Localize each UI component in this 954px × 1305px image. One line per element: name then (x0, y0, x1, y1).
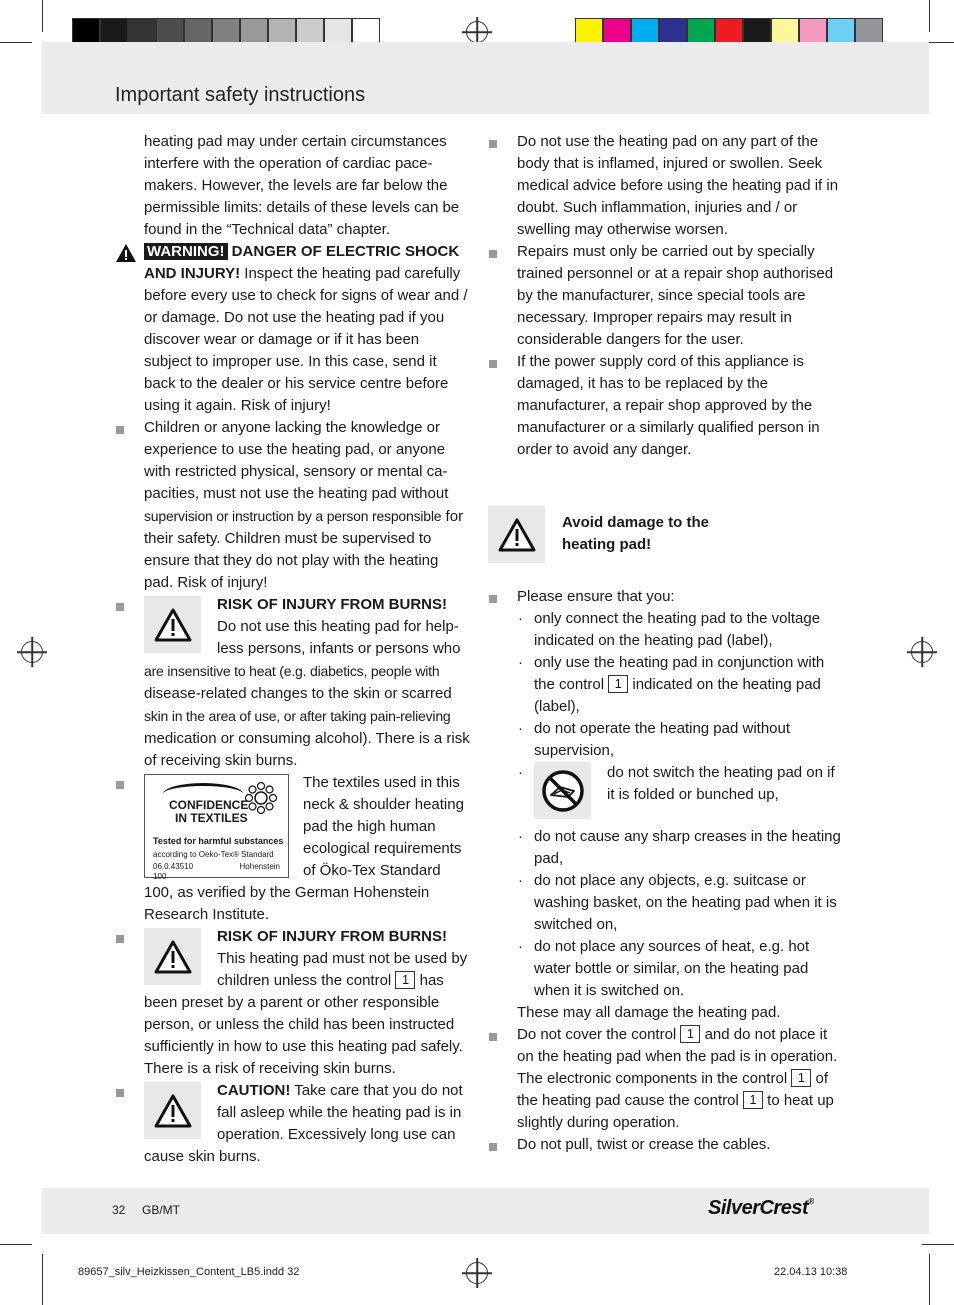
language-code: GB/MT (142, 1203, 180, 1217)
control-reference: 1 (680, 1025, 700, 1043)
page-title: Important safety instructions (115, 84, 366, 106)
caution-text: Take care that you do not fall asleep while the heating pad is in operation. Excessively long use can cause skin burns. (144, 1082, 463, 1165)
damage-note: These may all damage the heating pad. (517, 1004, 781, 1021)
registration-mark-right (911, 641, 933, 663)
children-bullet (115, 417, 470, 594)
warning-triangle-icon (153, 1093, 193, 1129)
oeko-tex-text: The textiles used in this neck & shoulder heating pad the high human ecological requirements of Öko-Tex Standard 100, as verified by the German Hohenstein Research Institute. (144, 774, 464, 923)
label-institute: Hohenstein (239, 862, 280, 871)
crop-mark (42, 0, 43, 32)
label-subtitle: Tested for harmful substances (153, 836, 284, 846)
control-reference: 1 (395, 971, 415, 989)
warning-body: Inspect the heating pad carefully before every use to check for signs of wear and / or damage. Do not use the heating pad if you discover wear or damage or if it has been subject to improper use. In this case, send it back to the dealer or his service centre before using it again. Risk of injury! (144, 265, 468, 414)
warning-triangle-icon (115, 243, 137, 263)
oeko-tex-bullet (115, 772, 470, 926)
burns-text: disease-related changes to the skin or scarred (144, 685, 452, 702)
label-number: 06.0.43510 (153, 862, 194, 871)
no-folding-icon (540, 768, 586, 814)
crop-mark (929, 1254, 930, 1305)
burns-warning-2 (115, 926, 470, 1080)
ensure-item-supervision: · do not operate the heating pad without supervision, (488, 718, 843, 762)
children-text-end: for their safety. Children must be supervised to ensure that they do not play with the heating pad. Risk of injury! (144, 508, 464, 591)
electric-shock-warning (115, 241, 470, 417)
ensure-item-objects: · do not place any objects, e.g. suitcase or washing basket, on the heating pad when it is switched on, (488, 870, 843, 936)
label-title: CONFIDENCE IN TEXTILES (169, 798, 249, 825)
ensure-item-folded: · do not switch the heating pad on if it is folded or bunched up, (488, 762, 843, 826)
burns-text-condensed: are insensitive to heat (e.g. diabetics, people with (144, 663, 440, 679)
crop-mark (0, 42, 32, 43)
children-text: Children or anyone lacking the knowledge or experience to use the heating pad, or anyone with restricted physical, sensory or mental ca-pacities, must not use the heating pad without (144, 419, 449, 502)
control-reference: 1 (743, 1091, 763, 1109)
print-slug-date: 22.04.13 10:38 (774, 1266, 848, 1278)
hazard-icon-box (144, 596, 201, 653)
print-slug-file: 89657_silv_Heizkissen_Content_LB5.indd 32 (78, 1266, 300, 1278)
avoid-damage-title: Avoid damage to the heating pad! (562, 514, 709, 553)
right-column (488, 131, 843, 1156)
cover-control-bullet: Do not cover the control 1 and do not place it on the heating pad when the pad is in operation. The electronic components in the control 1 of the heating pad cause the control 1 to heat up slightly during operation. (488, 1024, 843, 1134)
ensure-item-voltage: · only connect the heating pad to the voltage indicated on the heating pad (label), (488, 608, 843, 652)
left-column (115, 131, 470, 1168)
burns-text-condensed: skin in the area of use, or after taking pain-relieving (144, 708, 451, 724)
burns-text: This heating pad must not be used by children unless the control (217, 950, 468, 989)
oeko-tex-label (144, 774, 289, 881)
burns-text-end: has been preset by a parent or other responsible person, or unless the child has been instructed sufficiently in how to use this heating pad safely. There is a risk of receiving skin burns. (144, 972, 463, 1077)
page-number: 32 (112, 1203, 126, 1217)
children-text-condensed: supervision or instruction by a person responsible (144, 508, 442, 524)
ensure-text: Please ensure that you: (517, 588, 675, 605)
registration-mark-left (21, 641, 43, 663)
hazard-icon-box (144, 1082, 201, 1139)
inflamed-bullet: Do not use the heating pad on any part of the body that is inflamed, injured or swollen. Seek medical advice before using the heating pad if in doubt. Such inflammation, injuries and / or swelling may otherwise worsen. (488, 131, 843, 241)
intro-paragraph: heating pad may under certain circumstances interfere with the operation of cardiac pace-makers. However, the levels are far below the permissible limits: details of these levels can be found in the “Technical data” chapter. (144, 133, 460, 238)
caution-bullet (115, 1080, 470, 1168)
burns-text-end: medication or consuming alcohol). There is a risk of receiving skin burns. (144, 730, 470, 769)
crop-mark (42, 1254, 43, 1305)
ensure-item-heat-sources: · do not place any sources of heat, e.g. hot water bottle or similar, on the heating pad when it is switched on. (488, 936, 843, 1002)
hazard-icon-box (488, 506, 545, 563)
repairs-bullet: Repairs must only be carried out by specially trained personnel or at a repair shop authorised by the manufacturer, since special tools are necessary. Improper repairs may result in considerable dangers for the user. (488, 241, 843, 351)
silvercrest-logo: SilverCrest® (708, 1197, 814, 1219)
avoid-damage-heading (488, 506, 843, 566)
cables-bullet: Do not pull, twist or crease the cables. (488, 1134, 843, 1156)
caution-heading: CAUTION! (217, 1082, 291, 1099)
warning-triangle-icon (153, 607, 193, 643)
hazard-icon-box (144, 928, 201, 985)
warning-heading: DANGER OF ELECTRIC SHOCK AND INJURY! (144, 243, 460, 282)
burns-heading: RISK OF INJURY FROM BURNS! (217, 928, 448, 945)
burns-warning-1 (115, 594, 470, 772)
flower-emblem-icon (244, 781, 278, 815)
ensure-bullet (488, 586, 843, 608)
no-folding-icon-box (534, 762, 591, 819)
ensure-item-creases: · do not cause any sharp creases in the heating pad, (488, 826, 843, 870)
power-cord-bullet: If the power supply cord of this appliance is damaged, it has to be replaced by the manufacturer, a repair shop approved by the manufacturer or a similarly qualified person in order to avoid any danger. (488, 351, 843, 461)
warning-tag: WARNING! (144, 243, 228, 260)
crop-mark (929, 0, 930, 32)
warning-triangle-icon (153, 939, 193, 975)
crop-mark (0, 1244, 32, 1245)
burns-text: Do not use this heating pad for help-less persons, infants or persons who (217, 618, 461, 657)
label-standard: according to Oeko-Tex® Standard 100 (153, 850, 274, 881)
ensure-item-control: · only use the heating pad in conjunction with the control 1 indicated on the heating pad (label), (488, 652, 843, 718)
burns-heading: RISK OF INJURY FROM BURNS! (217, 596, 448, 613)
registration-mark-top (466, 21, 488, 43)
crop-mark (922, 1244, 954, 1245)
registration-mark-bottom (466, 1262, 488, 1284)
control-reference: 1 (791, 1069, 811, 1087)
warning-triangle-icon (497, 517, 537, 553)
control-reference: 1 (608, 675, 628, 693)
